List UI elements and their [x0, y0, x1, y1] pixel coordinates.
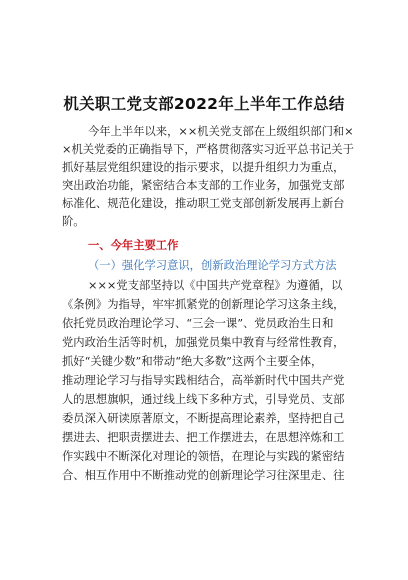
paragraph-line: 依托党员政治理论学习、“三会一课”、党员政治生日和	[62, 317, 334, 330]
subsection-heading: （一）强化学习意识，创新政治理论学习方式方法	[88, 259, 337, 272]
paragraph-line: 推动理论学习与指导实践相结合，高举新时代中国共产党	[62, 374, 345, 387]
document-title: 机关职工党支部2022年上半年工作总结	[63, 95, 345, 113]
paragraph-line: ×××党支部坚持以《中国共产党章程》为遵循，以	[88, 279, 343, 292]
section-heading: 一、今年主要工作	[88, 239, 179, 252]
paragraph-line: 突出政治功能，紧密结合本支部的工作业务，加强党支部	[62, 179, 345, 192]
paragraph-line: ×机关党委的正确指导下，严格贯彻落实习近平总书记关于	[62, 143, 354, 156]
paragraph-line: 党内政治生活等时机，加强党员集中教育与经常性教育，	[62, 336, 345, 349]
paragraph-line: 合、相互作用中不断推动党的创新理论学习往深里走、往	[62, 469, 345, 482]
paragraph-line: 抓好基层党组织建设的指示要求，以提升组织力为重点，	[62, 161, 345, 174]
paragraph-line: 人的思想旗帜，通过线上线下多种方式，引导党员、支部	[62, 393, 345, 406]
paragraph-line: 今年上半年以来，××机关党支部在上级组织部门和×	[88, 125, 354, 138]
paragraph-line: 阶。	[62, 215, 85, 228]
paragraph-line: 摆进去、把职责摆进去、把工作摆进去，在思想淬炼和工	[62, 431, 345, 444]
paragraph-line: 《条例》为指导，牢牢抓紧党的创新理论学习这条主线，	[62, 298, 345, 311]
paragraph-line: 抓好“关键少数”和带动“绝大多数”这两个主要全体，	[62, 355, 323, 368]
paragraph-line: 委员深入研读原著原文，不断提高理论素养，坚持把自己	[62, 412, 345, 425]
paragraph-line: 作实践中不断深化对理论的领悟，在理论与实践的紧密结	[62, 450, 345, 463]
paragraph-line: 标准化、规范化建设，推动职工党支部创新发展再上新台	[62, 197, 345, 210]
